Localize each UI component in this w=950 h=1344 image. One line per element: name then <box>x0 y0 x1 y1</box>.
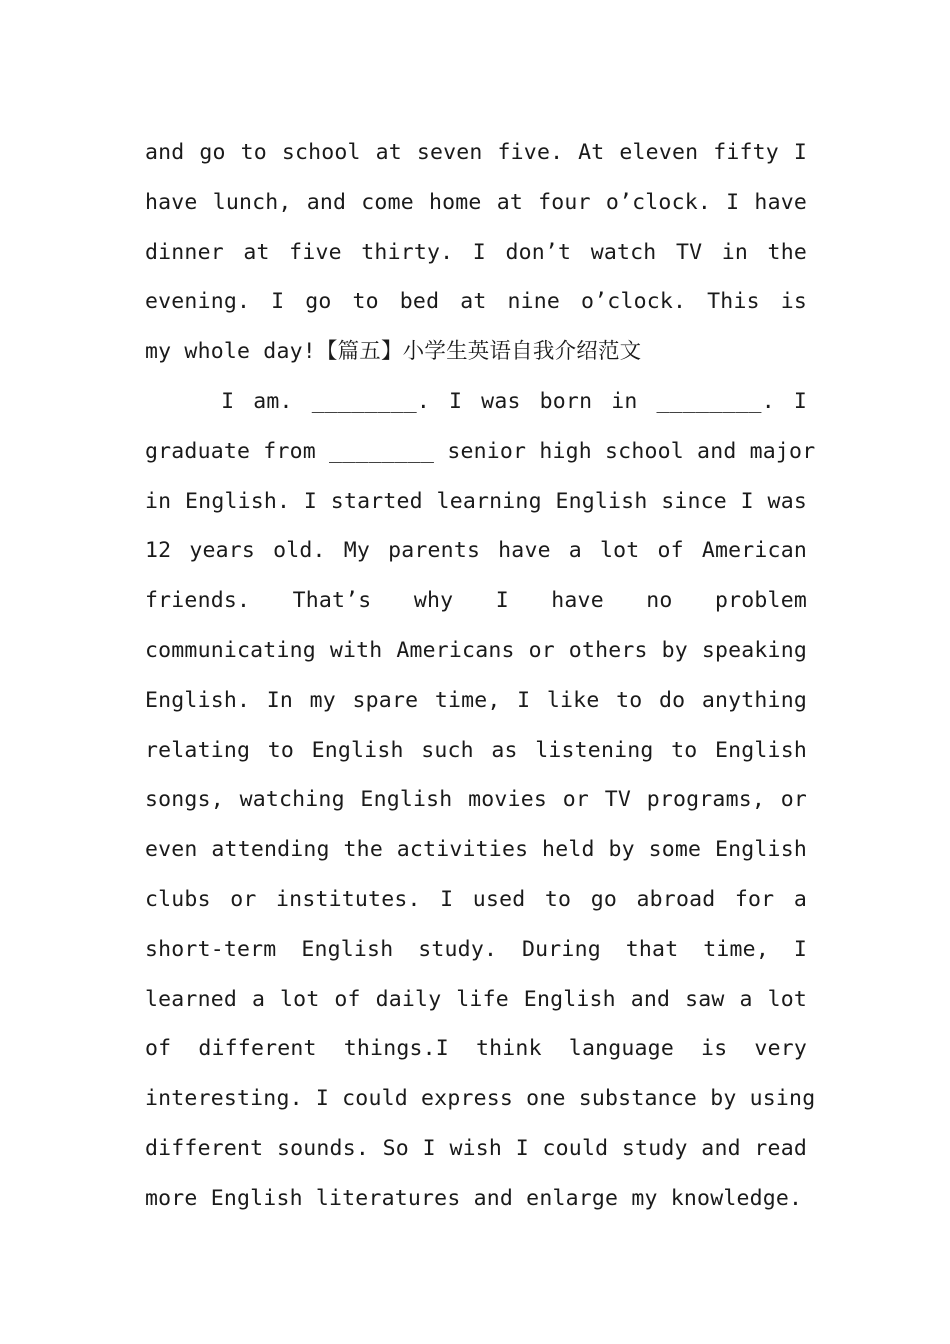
text-line: in English. I started learning English since I was <box>145 488 807 514</box>
text-line: of different things.I think language is very <box>145 1036 807 1062</box>
text-line: have lunch, and come home at four o’clock. I have <box>145 189 807 215</box>
text-line: learned a lot of daily life English and saw a lot <box>145 986 807 1012</box>
text-line: dinner at five thirty. I don’t watch TV in the <box>145 239 807 265</box>
text-line: communicating with Americans or others by speaking <box>145 637 807 663</box>
text-line: different sounds. So I wish I could study and read <box>145 1135 807 1161</box>
text-line: English. In my spare time, I like to do anything <box>145 687 807 713</box>
paragraph-1 <box>145 128 807 377</box>
text-line: evening. I go to bed at nine o’clock. This is <box>145 289 807 315</box>
text-line-last: more English literatures and enlarge my knowledge. <box>145 1185 803 1211</box>
text-line: songs, watching English movies or TV programs, or <box>145 787 807 813</box>
text-line: short-term English study. During that time, I <box>145 936 807 962</box>
text-line: I am. ________. I was born in ________. I <box>145 388 807 414</box>
text-line: clubs or institutes. I used to go abroad for a <box>145 886 807 912</box>
text-line: and go to school at seven five. At eleven fifty I <box>145 140 807 165</box>
text-line: relating to English such as listening to English <box>145 737 807 763</box>
paragraph-2 <box>145 377 816 1224</box>
text-line: 12 years old. My parents have a lot of American <box>145 538 807 564</box>
section-heading-line: my whole day!【篇五】小学生英语自我介绍范文 <box>145 339 642 365</box>
text-line: graduate from ________ senior high school and major <box>145 438 816 464</box>
text-line: interesting. I could express one substance by using <box>145 1086 816 1112</box>
text-line: friends. That’s why I have no problem <box>145 588 807 614</box>
document-body <box>145 128 816 1224</box>
text-line: even attending the activities held by some English <box>145 837 807 863</box>
